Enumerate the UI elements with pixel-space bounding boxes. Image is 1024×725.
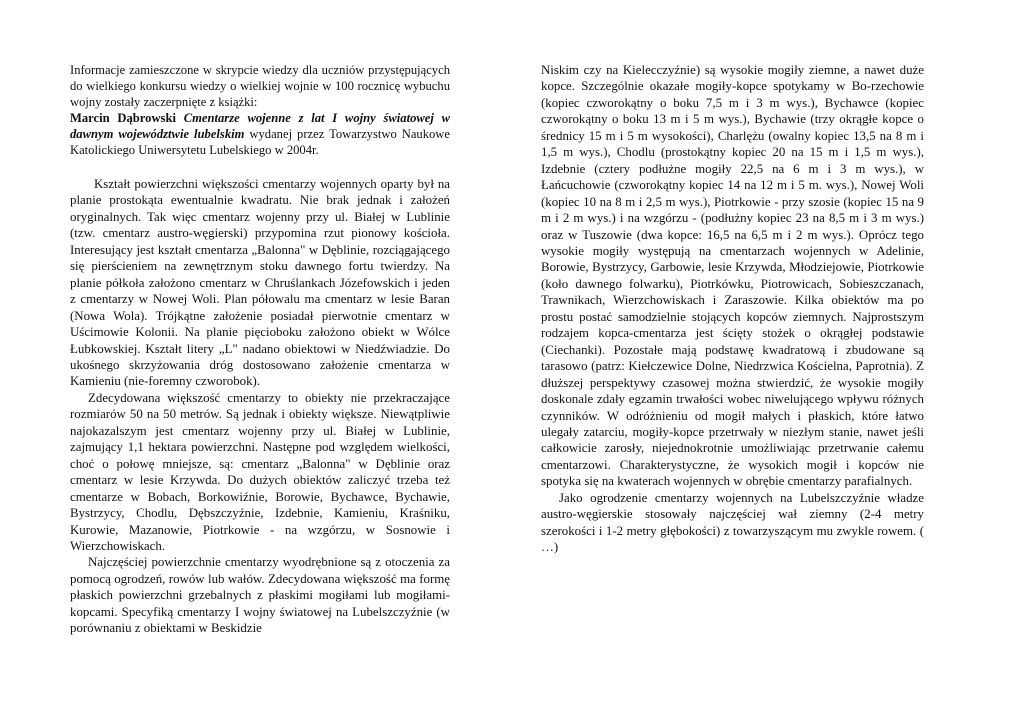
right-column xyxy=(541,62,924,556)
paragraph-gap xyxy=(70,158,450,176)
intro-text: Informacje zamieszczone w skrypcie wiedzy dla uczniów przystępujących do wielkiego konkursu wiedzy o wielkiej wojnie w 100 rocznicę wybuchu wojny zostały zaczerpnięte z książki: xyxy=(70,63,450,109)
source-publisher: wydanej przez Towarzystwo Naukowe Katolickiego Uniwersytetu Lubelskiego w 2004r. xyxy=(70,127,450,157)
left-column xyxy=(70,62,450,637)
right-paragraph-1: Niskim czy na Kielecczyźnie) są wysokie mogiły ziemne, a nawet duże kopce. Szczególnie okazałe mogiły-kopce spotykamy w Bo-rzechowie (kopiec czworokątny o boku 7,5 m i 3 m wys.), Bychawce (kopiec czworokątny o boku 13 m i 5 m wys.), Bychawie (trzy okrągłe kopce o średnicy 15 m i 5 m wysokości), Charlężu (owalny kopiec 13,5 na 8 m i 1,5 m wys.), Chodlu (prostokątny kopiec 20 na 15 m i 1,5 m wys.), Izdebnie (cztery podłużne mogiły 22,5 na 6 m i 3 m wys.), w Łańcuchowie (czworokątny kopiec 14 na 12 m i 5 m. wys.), Nowej Woli (kopiec 10 na 8 m i 2,5 m wys.), Piotrkowie - przy szosie (kopiec 15 na 9 m i 2 m wys.) i na wzgórzu - (podłużny kopiec 23 na 8,5 m i 3 m wys.) oraz w Tuszowie (dwa kopce: 16,5 na 6,5 m i 2 m wys.). Oprócz tego wysokie mogiły występują na cmentarzach wojennych w Adelinie, Borowie, Bystrzycy, Garbowie, lesie Krzywda, Młodziejowie, Piotrkowie (koło dawnego folwarku), Piotrkówku, Piotrowicach, Sobieszczanach, Trawnikach, Wierzchowiskach i Zaraszowie. Kilka obiektów ma po prostu postać samodzielnie stojących kopców ziemnych. Najprostszym rodzajem kopca-cmentarza jest ścięty stożek o okrągłej podstawie (Ciechanki). Pozostałe mają podstawę kwadratową i zbudowane są tarasowo (patrz: Kiełczewice Dolne, Niedrzwica Kościelna, Paprotnia). Z dłuższej perspektywy czasowej można stwierdzić, że wysokie mogiły doskonale zdały egzamin trwałości wobec niwelującego wpływu różnych czynników. W odróżnieniu od mogił małych i płaskich, które łatwo ulegały zatarciu, mogiły-kopce przetrwały w niezłym stanie, nawet jeśli całkowicie zarosły, niejednokrotnie umożliwiając przetrwanie całemu cmentarzowi. Charakterystyczne, że wysokich mogił i kopców nie spotyka się na kwaterach wojennych w obrębie cmentarzy parafialnych. xyxy=(541,63,924,489)
source-author: Marcin Dąbrowski xyxy=(70,111,176,125)
intro-paragraph xyxy=(70,62,450,158)
source-title: Cmentarze wojenne z lat I wojny światowej w dawnym województwie lubelskim xyxy=(70,111,451,141)
left-paragraph-2: Zdecydowana większość cmentarzy to obiekty nie przekraczające rozmiarów 50 na 50 metrów. Są jednak i obiekty większe. Niewątpliwie najokazalszym jest cmentarz wojenny przy ul. Białej w Lublinie, zajmujący 1,1 hektara powierzchni. Następne pod względem wielkości, choć o połowę mniejsze, są: cmentarz „Balonna" w Dęblinie oraz cmentarz w lesie Krzywda. Do dużych obiektów zaliczyć trzeba też cmentarze w Bobach, Borkowiźnie, Borowie, Bychawce, Bychawie, Bystrzycy, Chodlu, Dębszczyźnie, Izdebnie, Kamieniu, Kraśniku, Kurowie, Mazanowie, Piotrkowie - na wzgórzu, w Sosnowie i Wierzchowiskach. xyxy=(70,390,450,553)
right-paragraph-2: Jako ogrodzenie cmentarzy wojennych na Lubelszczyźnie władze austro-węgierskie stosowały najczęściej wał ziemny (2-4 metry szerokości i 1-2 metry głębokości) z towarzyszącym mu zwykle rowem. ( …) xyxy=(541,490,924,555)
left-paragraph-3: Najczęściej powierzchnie cmentarzy wyodrębnione są z otoczenia za pomocą ogrodzeń, rowów lub wałów. Zdecydowana większość ma formę płaskich powierzchni grzebalnych z płaskimi mogiłami lub mogiłami-kopcami. Specyfiką cmentarzy I wojny światowej na Lubelszczyźnie (w porównaniu z obiektami w Beskidzie xyxy=(70,555,450,636)
left-paragraph-1: Kształt powierzchni większości cmentarzy wojennych oparty był na planie prostokąta ewentualnie kwadratu. Nie brak jednak i założeń oryginalnych. Tak więc cmentarz wojenny przy ul. Białej w Lublinie (tzw. cmentarz austro-węgierski) przypomina rzut pionowy kościoła. Interesujący jest kształt cmentarza „Balonna" w Dęblinie, rozciągającego się pierścieniem na zewnętrznym stoku dawnego fortu twierdzy. Na planie półkoła założono cmentarz w Chruślankach Józefowskich i jeden z cmentarzy w Nowej Woli. Plan półowalu ma cmentarz w lesie Baran (Nowa Wola). Trójkątne założenie posiadał pierwotnie cmentarz w Uścimowie Kolonii. Na planie pięcioboku założono obiekt w Wólce Łubkowskiej. Kształt litery „L" nadano obiektowi w Niedźwiadzie. Do ukośnego skrzyżowania dróg dostosowano założenie cmentarza w Kamieniu (nie-foremny czworobok). xyxy=(70,177,450,389)
